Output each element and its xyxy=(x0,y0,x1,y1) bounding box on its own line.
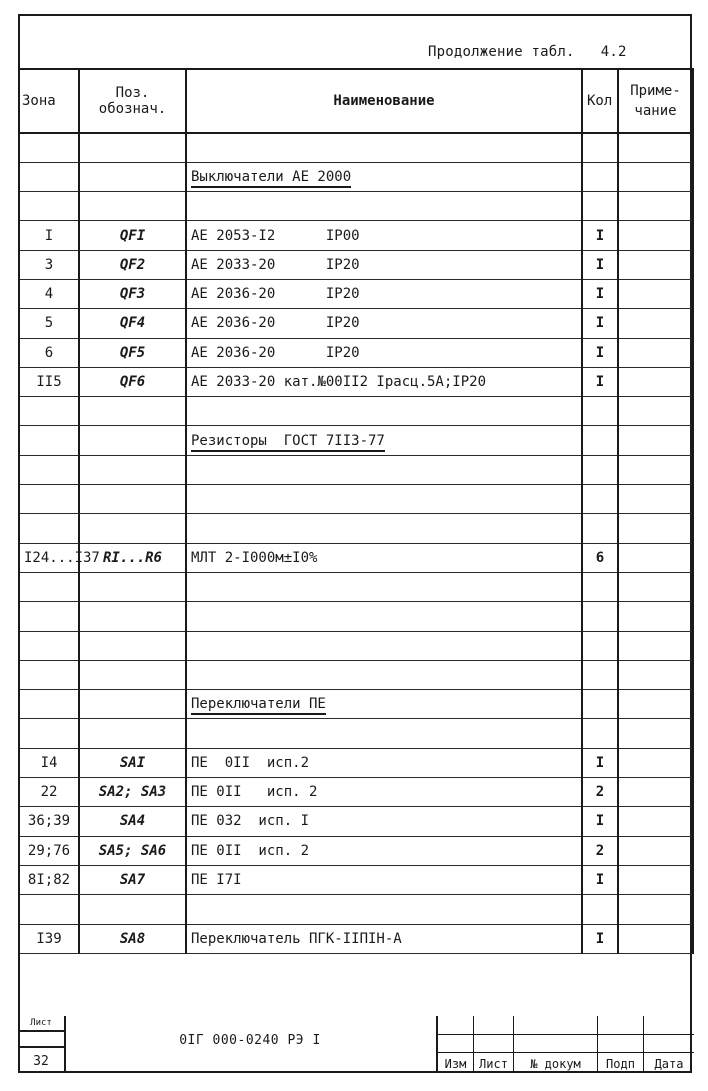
quantity-cell-text: I xyxy=(595,344,605,361)
position-cell xyxy=(79,895,186,924)
note-cell xyxy=(618,338,693,367)
quantity-cell xyxy=(582,133,618,162)
name-cell-text: ПЕ 032 исп. I xyxy=(191,813,310,830)
quantity-cell xyxy=(582,397,618,426)
position-cell-text: SAI xyxy=(119,754,146,771)
position-cell-text: SA4 xyxy=(119,813,146,830)
name-cell xyxy=(186,338,582,367)
quantity-cell-text: I xyxy=(595,374,605,391)
table-row xyxy=(19,660,693,689)
quantity-cell xyxy=(582,221,618,250)
note-cell xyxy=(618,602,693,631)
quantity-cell xyxy=(582,807,618,836)
table-row xyxy=(19,279,693,308)
position-cell xyxy=(79,778,186,807)
column-note-line1: Приме- xyxy=(630,83,681,99)
zone-cell xyxy=(19,133,79,162)
column-position xyxy=(79,69,186,133)
name-cell xyxy=(186,426,582,455)
zone-cell xyxy=(19,778,79,807)
note-cell xyxy=(618,924,693,953)
name-cell xyxy=(186,690,582,719)
column-note-line2: чание xyxy=(634,103,677,119)
zone-cell-text: I4 xyxy=(40,754,58,771)
table-row xyxy=(19,309,693,338)
position-cell xyxy=(79,133,186,162)
table-row xyxy=(19,690,693,719)
column-position-line2: обознач. xyxy=(98,101,167,117)
column-zone: Зона xyxy=(19,69,79,133)
column-position-line1: Поз. xyxy=(115,85,150,101)
position-cell xyxy=(79,865,186,894)
quantity-cell-text: 2 xyxy=(595,842,605,859)
quantity-cell xyxy=(582,895,618,924)
position-cell xyxy=(79,338,186,367)
quantity-cell xyxy=(582,192,618,221)
table-number: 4.2 xyxy=(600,44,627,60)
zone-cell xyxy=(19,514,79,543)
note-cell xyxy=(618,836,693,865)
quantity-cell xyxy=(582,631,618,660)
quantity-cell xyxy=(582,719,618,748)
zone-cell-text: 5 xyxy=(44,315,54,332)
position-cell xyxy=(79,455,186,484)
table-row xyxy=(19,338,693,367)
quantity-cell-text: 6 xyxy=(595,549,605,566)
table-header-row xyxy=(19,69,693,133)
position-cell xyxy=(79,367,186,396)
table-row xyxy=(19,865,693,894)
position-cell xyxy=(79,221,186,250)
position-cell-text: SA8 xyxy=(119,930,146,947)
table-row xyxy=(19,748,693,777)
sheet-label: Лист xyxy=(18,1016,64,1032)
name-cell-text: ПЕ 0II исп. 2 xyxy=(191,842,310,859)
quantity-cell xyxy=(582,602,618,631)
position-cell xyxy=(79,690,186,719)
name-cell xyxy=(186,660,582,689)
revision-cell xyxy=(644,1016,694,1055)
name-cell xyxy=(186,192,582,221)
note-cell xyxy=(618,631,693,660)
quantity-cell xyxy=(582,543,618,572)
note-cell xyxy=(618,309,693,338)
zone-cell xyxy=(19,455,79,484)
zone-cell xyxy=(19,631,79,660)
position-cell xyxy=(79,924,186,953)
position-cell xyxy=(79,250,186,279)
note-cell xyxy=(618,895,693,924)
note-cell xyxy=(618,807,693,836)
zone-cell-text: 6 xyxy=(44,344,54,361)
revision-grid xyxy=(436,1016,694,1073)
note-cell xyxy=(618,485,693,514)
quantity-cell-text: I xyxy=(595,286,605,303)
note-cell xyxy=(618,397,693,426)
quantity-cell xyxy=(582,924,618,953)
name-cell xyxy=(186,778,582,807)
position-cell-text: SA2; SA3 xyxy=(98,784,167,801)
zone-cell-text: 4 xyxy=(44,286,54,303)
table-row xyxy=(19,485,693,514)
zone-cell xyxy=(19,250,79,279)
quantity-cell-text: I xyxy=(595,754,605,771)
position-cell xyxy=(79,309,186,338)
revision-label: Подп xyxy=(598,1055,644,1073)
quantity-cell-text: I xyxy=(595,813,605,830)
note-cell xyxy=(618,543,693,572)
name-cell xyxy=(186,309,582,338)
name-cell-text: АЕ 2036-20 IР20 xyxy=(191,286,360,303)
zone-cell-text: 22 xyxy=(40,784,58,801)
note-cell xyxy=(618,778,693,807)
note-cell xyxy=(618,221,693,250)
quantity-cell xyxy=(582,455,618,484)
zone-cell xyxy=(19,485,79,514)
position-cell xyxy=(79,514,186,543)
zone-cell xyxy=(19,543,100,572)
name-cell xyxy=(186,895,582,924)
position-cell xyxy=(79,660,186,689)
note-cell xyxy=(618,690,693,719)
note-cell xyxy=(618,660,693,689)
position-cell-text: SA7 xyxy=(119,872,146,889)
note-cell xyxy=(618,279,693,308)
table-row xyxy=(19,778,693,807)
position-cell xyxy=(79,426,186,455)
table-row xyxy=(19,426,693,455)
table-row xyxy=(19,895,693,924)
name-cell xyxy=(186,250,582,279)
position-cell-text: QF4 xyxy=(119,315,146,332)
column-quantity: Кол xyxy=(582,69,618,133)
note-cell xyxy=(618,514,693,543)
note-cell xyxy=(618,133,693,162)
name-cell xyxy=(186,543,582,572)
continuation-label: Продолжение табл. xyxy=(428,44,575,60)
table-row xyxy=(19,543,693,572)
name-cell xyxy=(186,485,582,514)
table-row xyxy=(19,221,693,250)
zone-cell xyxy=(19,279,79,308)
position-cell-text: QFI xyxy=(119,227,146,244)
quantity-cell xyxy=(582,572,618,601)
zone-cell xyxy=(19,924,79,953)
name-cell-text: ПЕ 0II исп.2 xyxy=(191,754,310,771)
zone-cell xyxy=(19,221,79,250)
revision-label: Дата xyxy=(654,1057,684,1071)
quantity-cell-text: I xyxy=(595,315,605,332)
name-cell-text: Резисторы ГОСТ 7II3-77 xyxy=(191,433,385,452)
name-cell xyxy=(186,279,582,308)
table-row xyxy=(19,836,693,865)
name-cell xyxy=(186,367,582,396)
position-cell xyxy=(79,602,186,631)
position-cell-text: QF2 xyxy=(119,256,146,273)
position-cell-text: RI...R6 xyxy=(102,549,162,566)
name-cell-text: МЛТ 2-I000м±I0% xyxy=(191,549,318,566)
quantity-cell xyxy=(582,367,618,396)
zone-cell-text: I39 xyxy=(36,930,62,947)
quantity-cell-text: I xyxy=(595,872,605,889)
column-note xyxy=(618,69,693,133)
name-cell xyxy=(186,133,582,162)
revision-cell xyxy=(598,1016,644,1055)
sheet-box xyxy=(18,1016,66,1073)
note-cell xyxy=(618,719,693,748)
position-cell-text: QF5 xyxy=(119,344,146,361)
revision-label: Лист xyxy=(474,1055,514,1073)
name-cell xyxy=(186,572,582,601)
quantity-cell xyxy=(582,690,618,719)
column-name: Наименование xyxy=(186,69,582,133)
name-cell-text: АЕ 2053-I2 IР00 xyxy=(191,227,360,244)
quantity-cell xyxy=(582,778,618,807)
zone-cell xyxy=(19,426,79,455)
quantity-cell xyxy=(582,338,618,367)
name-cell-text: Переключатель ПГК-IIПIН-А xyxy=(191,930,402,947)
sheet-number: 32 xyxy=(18,1046,64,1075)
name-cell xyxy=(186,924,582,953)
quantity-cell xyxy=(582,660,618,689)
zone-cell xyxy=(19,895,79,924)
table-row xyxy=(19,719,693,748)
zone-cell-text: II5 xyxy=(36,374,62,391)
revision-cell xyxy=(474,1016,514,1055)
note-cell xyxy=(618,367,693,396)
name-cell xyxy=(186,631,582,660)
note-cell xyxy=(618,455,693,484)
position-cell xyxy=(79,572,186,601)
revision-label: № докум xyxy=(514,1055,598,1073)
zone-cell xyxy=(19,338,79,367)
name-cell-text: Переключатели ПЕ xyxy=(191,696,326,715)
zone-cell-text: I24...I37 xyxy=(24,549,100,566)
name-cell xyxy=(186,514,582,543)
note-cell xyxy=(618,162,693,191)
zone-cell xyxy=(19,865,79,894)
zone-cell-text: I xyxy=(44,227,54,244)
position-cell xyxy=(79,719,186,748)
position-cell xyxy=(79,279,186,308)
name-cell-text: АЕ 2036-20 IР20 xyxy=(191,315,360,332)
table-row xyxy=(19,514,693,543)
zone-cell xyxy=(19,660,79,689)
table-row xyxy=(19,807,693,836)
revision-cell xyxy=(514,1016,598,1055)
table-row xyxy=(19,631,693,660)
quantity-cell-text: I xyxy=(595,256,605,273)
position-cell xyxy=(79,162,186,191)
table-row xyxy=(19,397,693,426)
name-cell-text: ПЕ I7I xyxy=(191,872,242,889)
zone-cell xyxy=(19,309,79,338)
quantity-cell xyxy=(582,485,618,514)
name-cell xyxy=(186,455,582,484)
zone-cell xyxy=(19,602,79,631)
table-row xyxy=(19,572,693,601)
zone-cell xyxy=(19,162,79,191)
note-cell xyxy=(618,748,693,777)
name-cell xyxy=(186,397,582,426)
position-cell xyxy=(79,485,186,514)
revision-label: Изм xyxy=(438,1055,474,1073)
position-cell xyxy=(79,631,186,660)
position-cell-text: SA5; SA6 xyxy=(98,842,167,859)
quantity-cell xyxy=(582,426,618,455)
position-cell xyxy=(79,192,186,221)
revision-cell xyxy=(438,1016,474,1055)
title-block xyxy=(18,1016,692,1073)
quantity-cell xyxy=(582,162,618,191)
quantity-cell xyxy=(582,865,618,894)
name-cell xyxy=(186,221,582,250)
zone-cell xyxy=(19,397,79,426)
document-number: 0IГ 000-0240 РЭ I xyxy=(179,1033,321,1048)
quantity-cell xyxy=(582,514,618,543)
position-cell xyxy=(79,807,186,836)
name-cell xyxy=(186,748,582,777)
specification-table xyxy=(18,68,694,954)
table-row xyxy=(19,250,693,279)
zone-cell-text: 29;76 xyxy=(27,842,71,859)
name-cell-text: АЕ 2036-20 IР20 xyxy=(191,344,360,361)
name-cell xyxy=(186,602,582,631)
quantity-cell xyxy=(582,309,618,338)
name-cell xyxy=(186,719,582,748)
note-cell xyxy=(618,426,693,455)
quantity-cell-text: I xyxy=(595,227,605,244)
quantity-cell-text: 2 xyxy=(595,784,605,801)
table-row xyxy=(19,455,693,484)
name-cell xyxy=(186,162,582,191)
name-cell-text: АЕ 2033-20 кат.№00II2 Iрасц.5А;IР20 xyxy=(191,374,487,391)
name-cell-text: Выключатели АЕ 2000 xyxy=(191,169,351,188)
name-cell xyxy=(186,807,582,836)
zone-cell xyxy=(19,748,79,777)
zone-cell xyxy=(19,719,79,748)
zone-cell xyxy=(19,690,79,719)
quantity-cell xyxy=(582,836,618,865)
zone-cell-text: 3 xyxy=(44,256,54,273)
position-cell xyxy=(79,836,186,865)
zone-cell-text: 8I;82 xyxy=(27,872,71,889)
position-cell xyxy=(79,748,186,777)
note-cell xyxy=(618,250,693,279)
zone-cell xyxy=(19,192,79,221)
table-row xyxy=(19,367,693,396)
name-cell-text: АЕ 2033-20 IР20 xyxy=(191,256,360,273)
name-cell xyxy=(186,865,582,894)
name-cell-text: ПЕ 0II исп. 2 xyxy=(191,784,318,801)
quantity-cell xyxy=(582,748,618,777)
position-cell-text: QF3 xyxy=(119,286,146,303)
position-cell-text: QF6 xyxy=(119,374,146,391)
zone-cell-text: 36;39 xyxy=(27,813,71,830)
note-cell xyxy=(618,572,693,601)
note-cell xyxy=(618,865,693,894)
quantity-cell xyxy=(582,250,618,279)
note-cell xyxy=(618,192,693,221)
table-row xyxy=(19,924,693,953)
table-row xyxy=(19,162,693,191)
continuation-caption xyxy=(428,44,627,60)
zone-cell xyxy=(19,807,79,836)
quantity-cell xyxy=(582,279,618,308)
name-cell xyxy=(186,836,582,865)
zone-cell xyxy=(19,572,79,601)
zone-cell xyxy=(19,836,79,865)
quantity-cell-text: I xyxy=(595,930,605,947)
position-cell xyxy=(79,397,186,426)
table-row xyxy=(19,192,693,221)
zone-cell xyxy=(19,367,79,396)
table-row xyxy=(19,602,693,631)
table-row xyxy=(19,133,693,162)
